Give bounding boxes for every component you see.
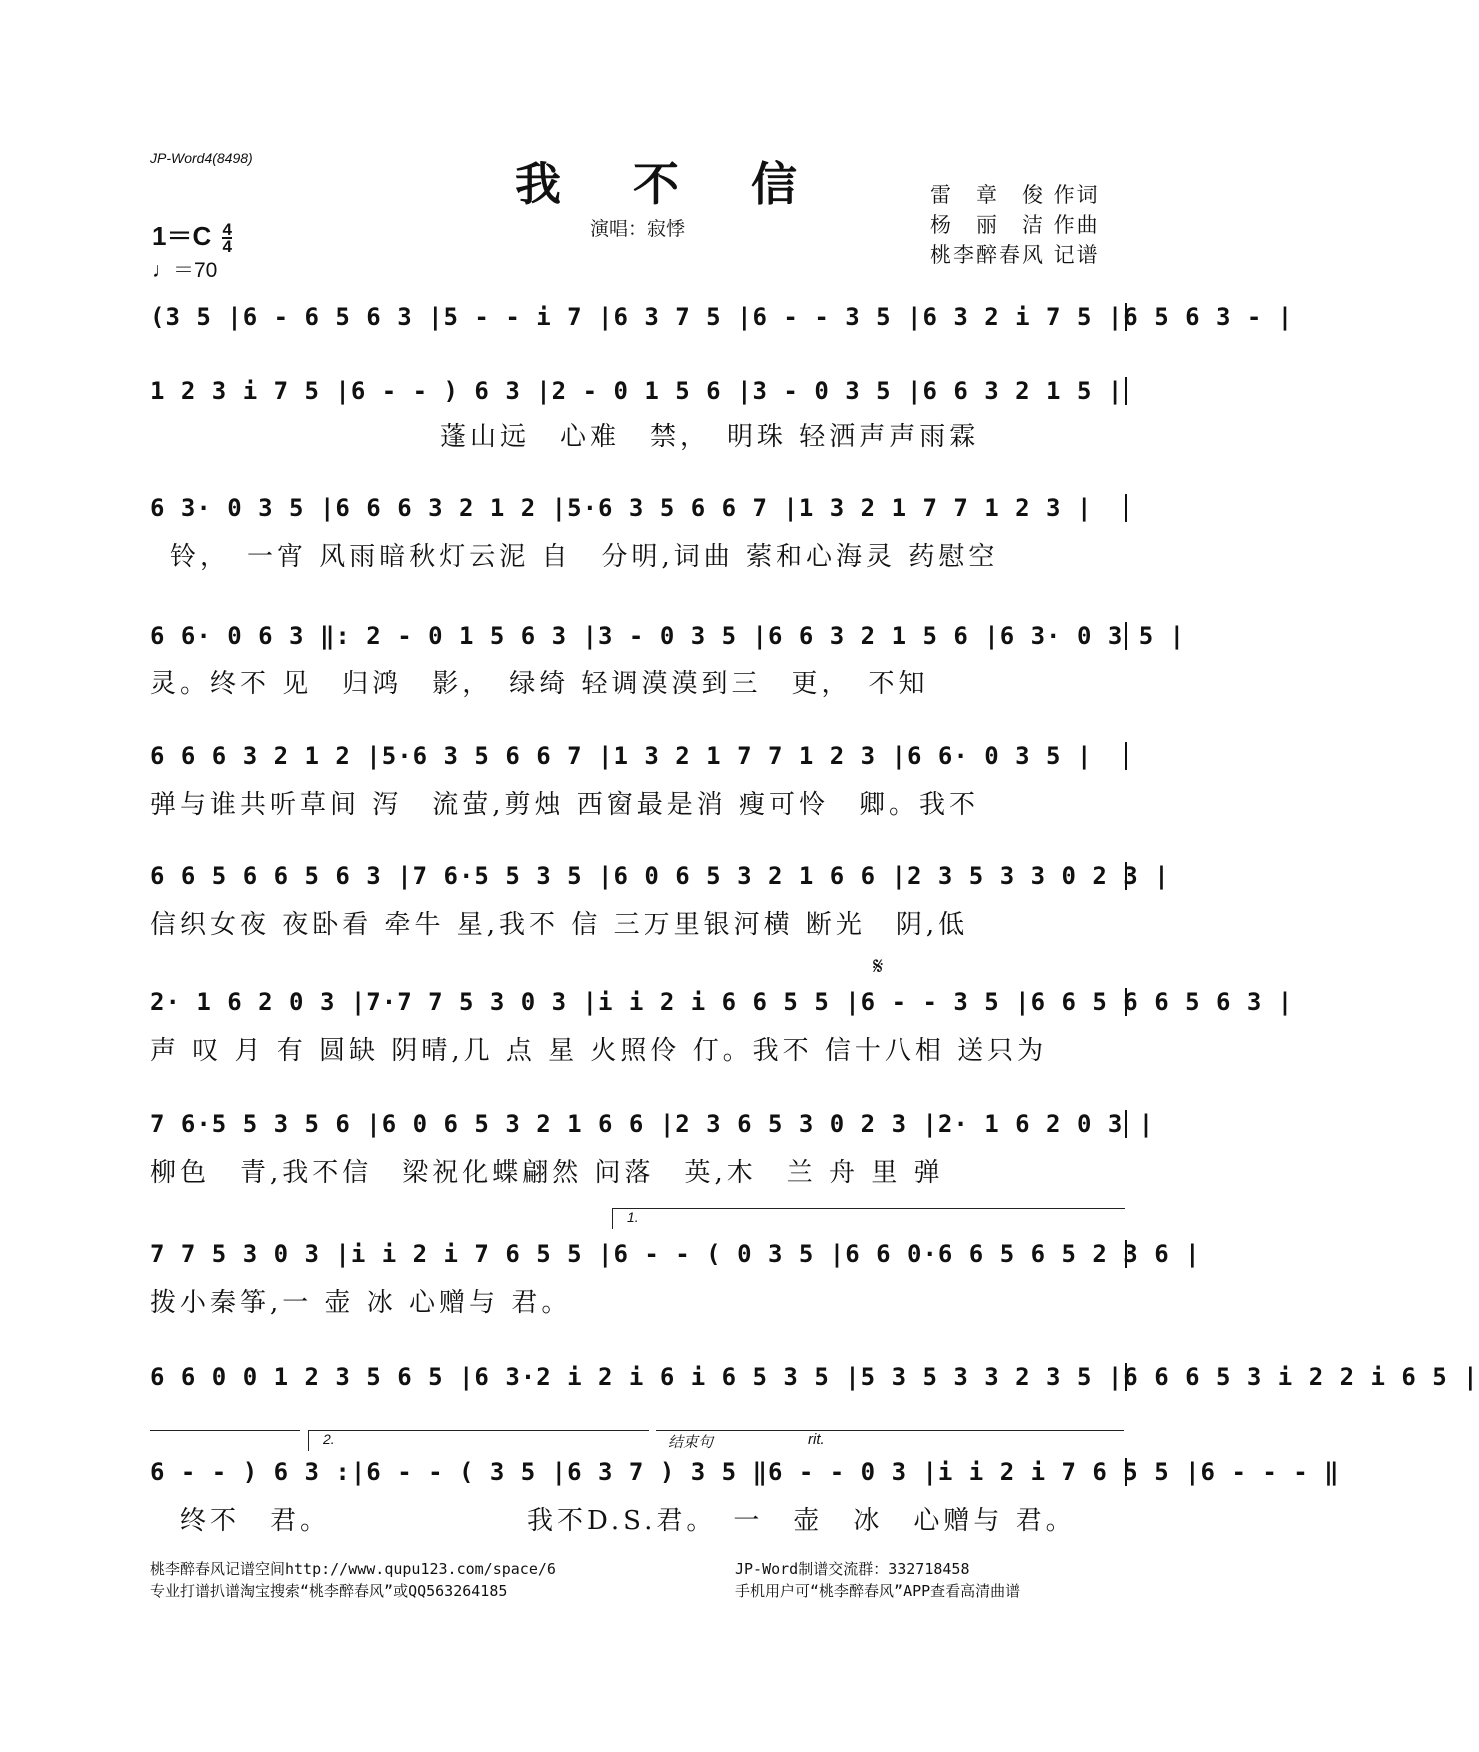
lyricist-credit: 雷 章 俊 作词: [930, 183, 1100, 207]
singer-label: 演唱：寂悸: [590, 218, 686, 240]
lyrics-line-9: 拨小秦筝,一 壶 冰 心赠与 君。: [150, 1288, 572, 1318]
lyrics-line-8: 柳色 青,我不信 梁祝化蝶翩然 问落 英,木 兰 舟 里 弹: [150, 1158, 944, 1188]
footer-group-info: JP-Word制谱交流群：332718458: [735, 1560, 970, 1578]
key-label: 1＝C: [152, 221, 212, 251]
notation-line-7: 2· 1 6 2 0 3 |7·7 7 5 3 0 3 |i i 2 i 6 6 5 5 |6 - - 3 5 |6 6 5 6 6 5 6 3 |: [150, 988, 1294, 1016]
time-signature: [222, 220, 232, 257]
second-ending-bracket: [308, 1430, 649, 1451]
footer-right: [735, 1558, 1020, 1602]
notation-line-1: (3 5 |6 - 6 5 6 3 |5 - - i 7 |6 3 7 5 |6 - - 3 5 |6 3 2 i 7 5 |6 5 6 3 - |: [150, 303, 1294, 331]
ending-label: 结束句: [668, 1434, 714, 1451]
notation-line-4: 6 6· 0 6 3 ‖: 2 - 0 1 5 6 3 |3 - 0 3 5 |6 6 3 2 1 5 6 |6 3· 0 3 5 |: [150, 622, 1186, 650]
first-ending-bracket: [612, 1208, 1125, 1229]
lyrics-line-4: 灵。终不 见 归鸿 影， 绿绮 轻调漠漠到三 更， 不知: [150, 669, 929, 699]
footer-website: 桃李醉春风记谱空间http://www.qupu123.com/space/6: [150, 1560, 556, 1578]
notation-line-10: 6 6 0 0 1 2 3 5 6 5 |6 3·2 i 2 i 6 i 6 5 3 5 |5 3 5 3 3 2 3 5 |6 6 6 5 3 i 2 2 i 6 5 |: [150, 1363, 1479, 1391]
notation-line-2: 1 2 3 i 7 5 |6 - - ) 6 3 |2 - 0 1 5 6 |3 - 0 3 5 |6 6 3 2 1 5 |: [150, 377, 1127, 405]
tempo-marking: ♩＝70: [152, 259, 218, 282]
second-ending-label: 2.: [323, 1431, 335, 1447]
notation-line-5: 6 6 6 3 2 1 2 |5·6 3 5 6 6 7 |1 3 2 1 7 7 1 2 3 |6 6· 0 3 5 |: [150, 742, 1127, 770]
footer-shop-info: 专业打谱扒谱淘宝搜索“桃李醉春风”或QQ563264185: [150, 1582, 508, 1600]
lyrics-line-11: 终不 君。 我不D.S.君。 一 壶 冰 心赠与 君。: [150, 1506, 1076, 1536]
credits-block: [930, 180, 1100, 270]
first-ending-continuation: [150, 1430, 300, 1431]
first-ending-label: 1.: [627, 1209, 639, 1225]
lyrics-line-6: 信织女夜 夜卧看 牵牛 星,我不 信 三万里银河横 断光 阴,低: [150, 910, 969, 940]
ritardando-mark: rit.: [808, 1431, 825, 1448]
time-signature-bottom: 4: [222, 237, 232, 257]
composer-credit: 杨 丽 洁 作曲: [930, 213, 1100, 237]
lyrics-line-2: 蓬山远 心难 禁， 明珠 轻洒声声雨霖: [440, 422, 980, 452]
lyrics-line-3: 铃， 一宵 风雨暗秋灯云泥 自 分明,词曲 萦和心海灵 药慰空: [170, 542, 999, 572]
notation-line-8: 7 6·5 5 3 5 6 |6 0 6 5 3 2 1 6 6 |2 3 6 5 3 0 2 3 |2· 1 6 2 0 3 |: [150, 1110, 1155, 1138]
lyrics-line-7: 声 叹 月 有 圆缺 阴晴,几 点 星 火照伶 仃。我不 信十八相 送只为: [150, 1036, 1048, 1066]
lyrics-line-5: 弹与谁共听草间 泻 流萤,剪烛 西窗最是消 瘦可怜 卿。我不: [150, 790, 980, 820]
ending-bracket-line: [656, 1430, 1124, 1431]
notation-line-3: 6 3· 0 3 5 |6 6 6 3 2 1 2 |5·6 3 5 6 6 7 |1 3 2 1 7 7 1 2 3 |: [150, 494, 1127, 522]
software-tag: JP-Word4(8498): [150, 150, 253, 166]
notation-line-6: 6 6 5 6 6 5 6 3 |7 6·5 5 3 5 |6 0 6 5 3 2 1 6 6 |2 3 5 3 3 0 2 3 |: [150, 862, 1170, 890]
time-signature-top: 4: [222, 220, 232, 240]
segno-sign: 𝄋: [873, 952, 884, 980]
key-signature: [152, 216, 232, 257]
footer-app-info: 手机用户可“桃李醉春风”APP查看高清曲谱: [735, 1582, 1021, 1600]
transcriber-credit: 桃李醉春风 记谱: [930, 243, 1100, 267]
footer-left: [150, 1558, 556, 1602]
notation-line-11: 6 - - ) 6 3 :|6 - - ( 3 5 |6 3 7 ) 3 5 ‖6 - - 0 3 |i i 2 i 7 6 5 5 |6 - - - ‖: [150, 1458, 1340, 1486]
notation-line-9: 7 7 5 3 0 3 |i i 2 i 7 6 5 5 |6 - - ( 0 3 5 |6 6 0·6 6 5 6 5 2 3 6 |: [150, 1240, 1201, 1268]
song-title: 我 不 信: [515, 157, 826, 211]
